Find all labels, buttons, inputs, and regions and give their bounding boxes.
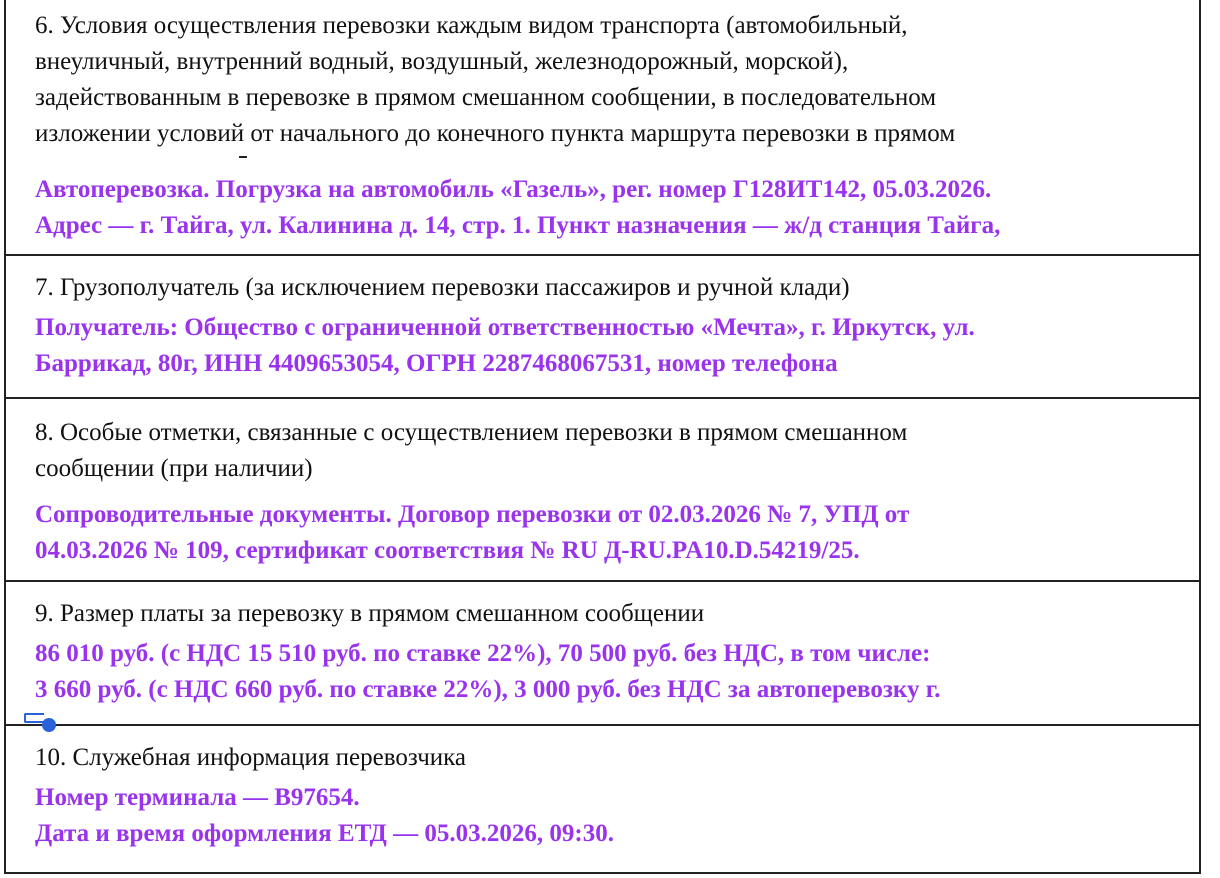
row-8-label-line: 8. Особые отметки, связанные с осуществлением перевозки в прямом смешанном	[35, 419, 908, 446]
row-10-carrier-info[interactable]	[6, 726, 1199, 872]
row-8-label-line: сообщении (при наличии)	[35, 455, 313, 482]
row-7-value-line: Получатель: Общество с ограниченной ответственностью «Мечта», г. Иркутск, ул.	[35, 314, 975, 341]
row-6-label-line: 6. Условия осуществления перевозки каждым видом транспорта (автомобильный,	[35, 12, 908, 39]
row-9-value	[35, 636, 1179, 708]
row-6-value-line: Адрес — г. Тайга, ул. Калинина д. 14, стр. 1. Пункт назначения — ж/д станция Тайга,	[35, 212, 1001, 239]
row-10-label-line: 10. Служебная информация перевозчика	[35, 744, 467, 771]
row-8-special-notes[interactable]	[6, 399, 1199, 580]
row-6-value	[35, 172, 1179, 244]
row-7-label	[35, 270, 1179, 306]
row-6-label-line: задействованным в перевозке в прямом смешанном сообщении, в последовательном	[35, 84, 937, 111]
row-10-label	[35, 740, 1179, 776]
row-9-payment[interactable]	[6, 582, 1199, 724]
drag-handle-dot[interactable]	[42, 718, 56, 732]
row-8-value-line: Сопроводительные документы. Договор перевозки от 02.03.2026 № 7, УПД от	[35, 501, 910, 528]
row-9-label-line: 9. Размер платы за перевозку в прямом смешанном сообщении	[35, 600, 705, 627]
row-10-value-line: Номер терминала — B97654.	[35, 784, 360, 811]
row-6-label-line: изложении условий от начального до конечного пункта маршрута перевозки в прямом	[35, 120, 956, 147]
row-6-value-line: Автоперевозка. Погрузка на автомобиль «Газель», рег. номер Г128ИТ142, 05.03.2026.	[35, 176, 992, 203]
row-7-consignee[interactable]	[6, 256, 1199, 397]
row-9-value-line: 3 660 руб. (с НДС 660 руб. по ставке 22%), 3 000 руб. без НДС за автоперевозку г.	[35, 676, 941, 703]
row-7-value	[35, 310, 1179, 382]
row-9-value-line: 86 010 руб. (с НДС 15 510 руб. по ставке 22%), 70 500 руб. без НДС, в том числе:	[35, 640, 931, 667]
table-row-resize-handle[interactable]	[24, 713, 44, 723]
row-10-value	[35, 780, 1179, 852]
row-6-conditions[interactable]	[6, 0, 1199, 254]
row-6-label-line: внеуличный, внутренний водный, воздушный, железнодорожный, морской),	[35, 48, 849, 75]
document-table	[4, 0, 1201, 874]
row-7-label-line: 7. Грузополучатель (за исключением перевозки пассажиров и ручной клади)	[35, 274, 850, 301]
row-9-label	[35, 596, 1179, 632]
row-6-label	[35, 8, 1179, 152]
row-8-label	[35, 415, 1179, 487]
text-fragment-mark	[239, 156, 247, 158]
row-8-value-line: 04.03.2026 № 109, сертификат соответствия № RU Д-RU.PA10.D.54219/25.	[35, 537, 860, 564]
row-10-value-line: Дата и время оформления ЕТД — 05.03.2026, 09:30.	[35, 820, 614, 847]
row-7-value-line: Баррикад, 80г, ИНН 4409653054, ОГРН 2287468067531, номер телефона	[35, 350, 838, 377]
row-8-value	[35, 497, 1179, 569]
